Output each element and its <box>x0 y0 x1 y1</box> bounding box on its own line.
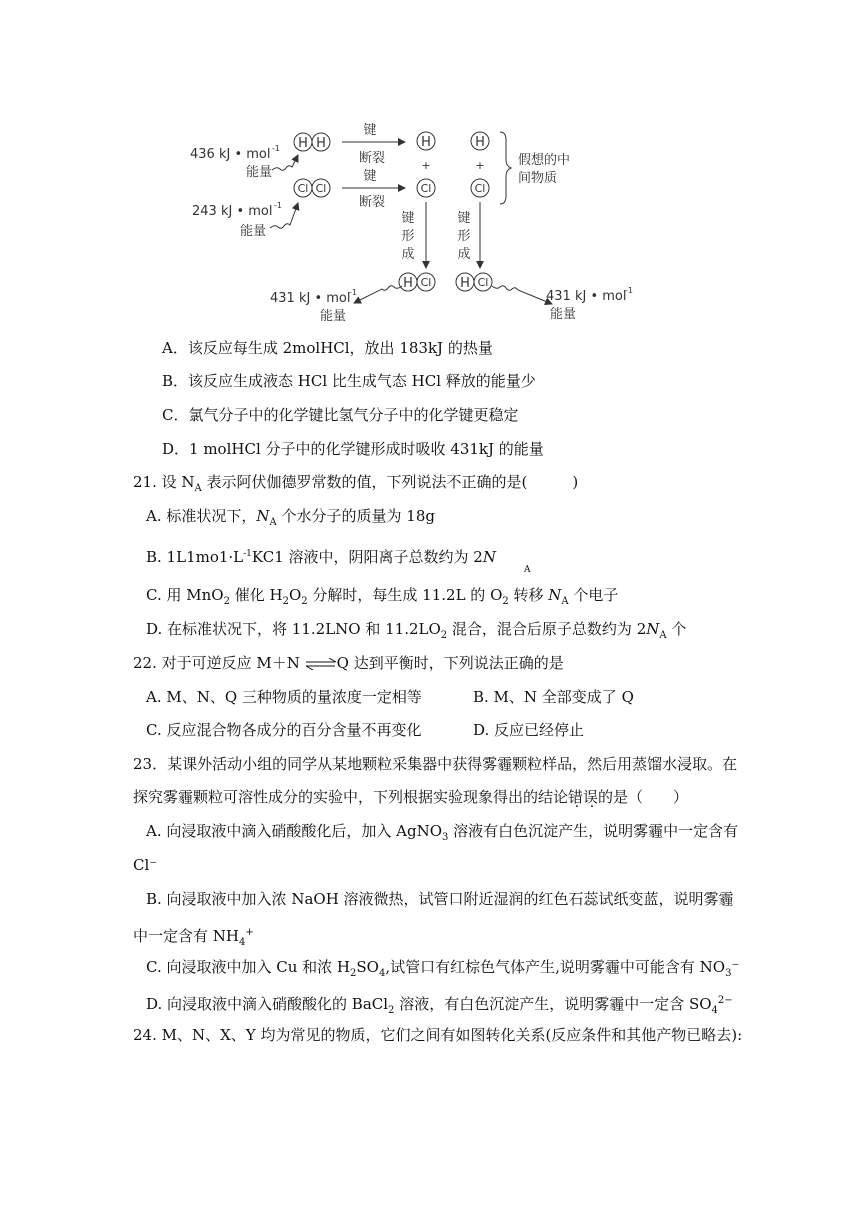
q21-option-d: D. 在标准状况下，将 11.2LNO 和 $11.2LO_2$ 混合，混合后原子总数约为 $2N_A$ 个 <box>146 620 687 641</box>
svg-text:Cl: Cl <box>297 182 309 195</box>
q21-option-b: B. $1L1mo1\cdot L^{-1}KC1$ 溶液中，阴阳离子总数约为 $2N_A$ <box>146 548 531 575</box>
q20-option-b: B．该反应生成液态 HCl 比生成气态 HCl 释放的能量少 <box>162 372 536 390</box>
svg-text:Cl: Cl <box>420 276 432 289</box>
q21-option-c: C. 用 MnO$_2$ 催化 $H_2O_2$ 分解时，每生成 11.2L 的 $O_2$ 转移 $N_A$ 个电子 <box>146 586 619 607</box>
q23-option-a: A. 向浸取液中滴入硝酸酸化后，加入 AgNO$_3$ 溶液有白色沉淀产生，说明雾霾中一定含有 <box>146 822 739 843</box>
svg-text:形: 形 <box>401 229 415 244</box>
svg-text:假想的中: 假想的中 <box>518 153 571 168</box>
svg-text:成: 成 <box>457 247 471 262</box>
q23-option-b: B. 向浸取液中加入浓 NaOH 溶液微热，试管口附近湿润的红色石蕊试纸变蓝，说明雾霾 <box>146 890 734 908</box>
q23-option-c: C. 向浸取液中加入 Cu 和浓 $H_2SO_4$,试管口有红棕色气体产生,说明雾霾中可能含有 $NO_3^-$ <box>146 958 740 979</box>
svg-text:间物质: 间物质 <box>518 171 558 186</box>
svg-text:成: 成 <box>401 247 415 262</box>
q23-option-b-cont: 中一定含有 $NH_4^+$ <box>133 927 254 948</box>
q22-option-d: D. 反应已经停止 <box>473 721 585 739</box>
svg-text:H: H <box>316 136 326 151</box>
svg-text:H: H <box>403 276 413 291</box>
energy-word: 能量 <box>240 224 267 239</box>
svg-text:Cl: Cl <box>420 182 432 195</box>
svg-text:H: H <box>421 135 431 150</box>
svg-text:Cl: Cl <box>477 276 489 289</box>
energy-word: 能量 <box>246 165 273 180</box>
svg-text:+: + <box>475 159 485 172</box>
q23-option-a-cont: Cl⁻ <box>133 856 158 874</box>
q23-option-d: D. 向浸取液中滴入硝酸酸化的 BaCl$_2$ 溶液，有白色沉淀产生，说明雾霾中一定含 $SO_4^{2-}$ <box>146 995 733 1016</box>
svg-text:能量: 能量 <box>550 307 577 322</box>
hcl-energy-right: 431 kJ • mol <box>546 289 627 304</box>
cl2-energy-label: 243 kJ • mol <box>192 204 273 219</box>
q22-option-a: A. M、N、Q 三种物质的量浓度一定相等 <box>146 688 422 706</box>
hcl-energy-left: 431 kJ • mol <box>270 291 351 306</box>
svg-text:键: 键 <box>401 211 415 226</box>
q23-stem-line2: 探究雾霾颗粒可溶性成分的实验中，下列根据实验现象得出的结论错误的是（ ） <box>133 788 689 806</box>
svg-text:形: 形 <box>457 229 471 244</box>
svg-text:断裂: 断裂 <box>358 195 386 210</box>
unit-sup: -1 <box>274 201 282 210</box>
q22-option-c: C. 反应混合物各成分的百分含量不再变化 <box>146 721 422 739</box>
unit-sup: -1 <box>272 144 280 153</box>
cl2-molecule <box>294 179 330 197</box>
svg-text:-1: -1 <box>625 286 633 295</box>
equilibrium-arrow-icon <box>305 658 337 670</box>
h2-molecule <box>294 133 330 151</box>
svg-text:H: H <box>460 276 470 291</box>
q20-option-d: D．1 molHCl 分子中的化学键形成时吸收 431kJ 的能量 <box>162 440 544 458</box>
h2-energy-label: 436 kJ • mol <box>190 147 271 162</box>
svg-text:键: 键 <box>363 169 377 184</box>
q22-option-b: B. M、N 全部变成了 Q <box>473 688 634 706</box>
hcl-molecule <box>456 273 492 291</box>
svg-text:Cl: Cl <box>474 182 486 195</box>
svg-text:+: + <box>421 159 431 172</box>
svg-text:键: 键 <box>363 123 377 138</box>
svg-text:键: 键 <box>457 211 471 226</box>
q21-option-a: A. 标准状况下，$N_A$ 个水分子的质量为 18g <box>146 507 435 528</box>
svg-text:H: H <box>298 136 308 151</box>
bond-energy-diagram <box>180 120 650 330</box>
hcl-molecule <box>399 273 435 291</box>
svg-text:Cl: Cl <box>315 182 327 195</box>
svg-text:断裂: 断裂 <box>358 151 386 166</box>
q20-option-c: C．氯气分子中的化学键比氢气分子中的化学键更稳定 <box>162 406 519 424</box>
q24-stem: 24. M、N、X、Y 均为常见的物质，它们之间有如图转化关系(反应条件和其他产物已略去): <box>133 1026 743 1044</box>
q20-option-a: A．该反应每生成 2molHCl，放出 183kJ 的热量 <box>162 339 493 357</box>
svg-text:-1: -1 <box>349 288 357 297</box>
q22-stem: 22. 对于可逆反应 M＋N Q 达到平衡时，下列说法正确的是 <box>133 654 564 672</box>
svg-text:H: H <box>475 135 485 150</box>
q21-stem: 21. 设 $N_A$ 表示阿伏伽德罗常数的值，下列说法不正确的是( ) <box>133 473 579 494</box>
q23-stem-line1: 23．某课外活动小组的同学从某地颗粒采集器中获得雾霾颗粒样品，然后用蒸馏水浸取。在 <box>133 755 738 773</box>
svg-text:能量: 能量 <box>320 309 347 324</box>
